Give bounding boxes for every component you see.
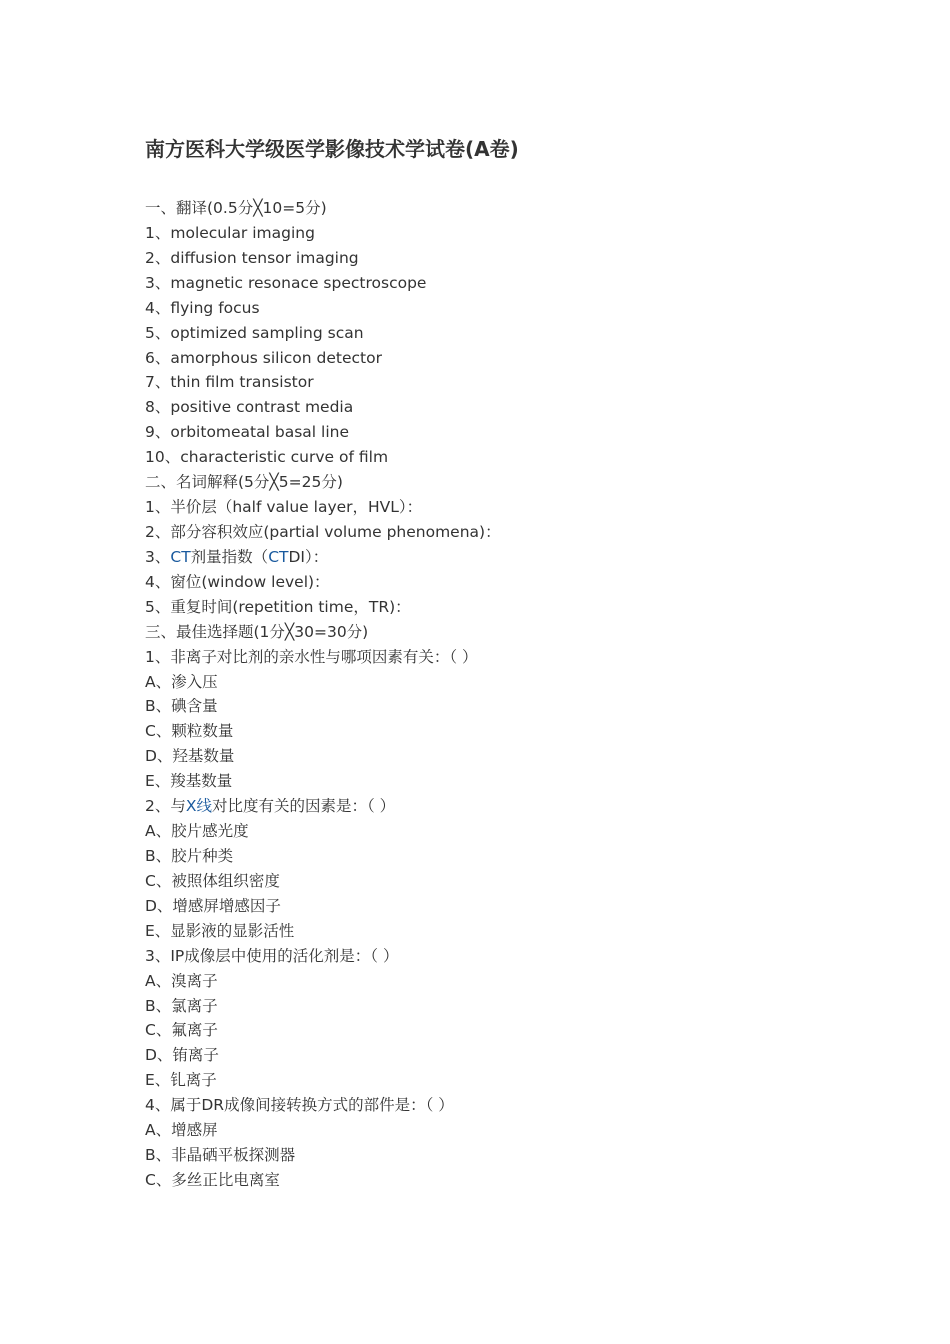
text-line	[145, 620, 501, 645]
line-text: 6、amorphous silicon detector	[145, 348, 382, 367]
text-line	[145, 196, 501, 221]
line-text: 2、diffusion tensor imaging	[145, 248, 359, 267]
line-text: 9、orbitomeatal basal line	[145, 423, 349, 442]
text-line	[145, 1093, 501, 1118]
text-line	[145, 694, 501, 719]
text-line	[145, 994, 501, 1019]
exam-content	[145, 196, 501, 1193]
text-line	[145, 944, 501, 969]
text-line	[145, 570, 501, 595]
text-line	[145, 819, 501, 844]
line-text: 三、最佳选择题(1分╳30=30分)	[145, 622, 369, 641]
text-line	[145, 919, 501, 944]
line-text: 3、IP成像层中使用的活化剂是：（ ）	[145, 946, 399, 965]
line-text: 5、optimized sampling scan	[145, 323, 364, 342]
line-text: B、氯离子	[145, 996, 218, 1015]
text-line	[145, 1118, 501, 1143]
text-line	[145, 271, 501, 296]
inline-link[interactable]: CT	[268, 547, 289, 566]
text-line	[145, 645, 501, 670]
line-text: A、渗入压	[145, 672, 218, 691]
line-text: 1、非离子对比剂的亲水性与哪项因素有关：（ ）	[145, 647, 478, 666]
inline-link[interactable]: CT	[170, 547, 191, 566]
text-line	[145, 595, 501, 620]
text-line	[145, 246, 501, 271]
page-title: 南方医科大学级医学影像技术学试卷(A卷)	[145, 137, 519, 161]
text-line	[145, 321, 501, 346]
text-line	[145, 1043, 501, 1068]
inline-link[interactable]: X线	[185, 797, 212, 816]
text-line	[145, 1018, 501, 1043]
text-line	[145, 470, 501, 495]
line-text: 剂量指数（	[190, 547, 269, 566]
line-text: 4、窗位(window level)：	[145, 572, 330, 591]
text-line	[145, 719, 501, 744]
line-text: 4、flying focus	[145, 298, 260, 317]
line-text: C、被照体组织密度	[145, 871, 280, 890]
line-text: 7、thin film transistor	[145, 373, 314, 392]
line-text: 对比度有关的因素是：（ ）	[212, 797, 396, 816]
line-text: C、多丝正比电离室	[145, 1170, 280, 1189]
text-line	[145, 346, 501, 371]
text-line	[145, 520, 501, 545]
line-text: C、氟离子	[145, 1021, 218, 1040]
line-text: E、钆离子	[145, 1071, 217, 1090]
text-line	[145, 869, 501, 894]
line-text: 一、翻译(0.5分╳10=5分)	[145, 199, 327, 217]
line-text: A、溴离子	[145, 971, 218, 990]
text-line	[145, 296, 501, 321]
text-line	[145, 969, 501, 994]
line-text: D、增感屏增感因子	[145, 896, 281, 915]
line-text: B、碘含量	[145, 697, 218, 716]
text-line	[145, 769, 501, 794]
line-text: 2、部分容积效应(partial volume phenomena)：	[145, 522, 501, 541]
text-line	[145, 420, 501, 445]
text-line	[145, 370, 501, 395]
text-line	[145, 1068, 501, 1093]
line-text: 4、属于DR成像间接转换方式的部件是：（ ）	[145, 1096, 454, 1115]
text-line	[145, 1143, 501, 1168]
text-line	[145, 545, 501, 570]
line-text: A、增感屏	[145, 1121, 218, 1140]
line-text: DI）：	[288, 547, 329, 566]
text-line	[145, 670, 501, 695]
line-text: 3、	[145, 547, 171, 566]
line-text: 5、重复时间(repetition time，TR)：	[145, 597, 411, 616]
text-line	[145, 395, 501, 420]
text-line	[145, 445, 501, 470]
line-text: 3、magnetic resonace spectroscope	[145, 273, 427, 292]
line-text: E、羧基数量	[145, 772, 233, 791]
line-text: 二、名词解释(5分╳5=25分)	[145, 473, 343, 492]
line-text: D、铕离子	[145, 1046, 219, 1065]
text-line	[145, 894, 501, 919]
line-text: 10、characteristic curve of film	[145, 448, 389, 467]
text-line	[145, 495, 501, 520]
line-text: C、颗粒数量	[145, 722, 234, 741]
line-text: 1、molecular imaging	[145, 223, 315, 242]
text-line	[145, 1168, 501, 1193]
line-text: 2、与	[145, 797, 186, 816]
line-text: E、显影液的显影活性	[145, 921, 295, 940]
line-text: D、羟基数量	[145, 747, 235, 766]
text-line	[145, 844, 501, 869]
line-text: 8、positive contrast media	[145, 398, 354, 417]
text-line	[145, 221, 501, 246]
line-text: 1、半价层（half value layer，HVL）：	[145, 498, 423, 517]
line-text: A、胶片感光度	[145, 822, 249, 841]
text-line	[145, 794, 501, 819]
line-text: B、非晶硒平板探测器	[145, 1146, 296, 1165]
text-line	[145, 744, 501, 769]
line-text: B、胶片种类	[145, 846, 234, 865]
